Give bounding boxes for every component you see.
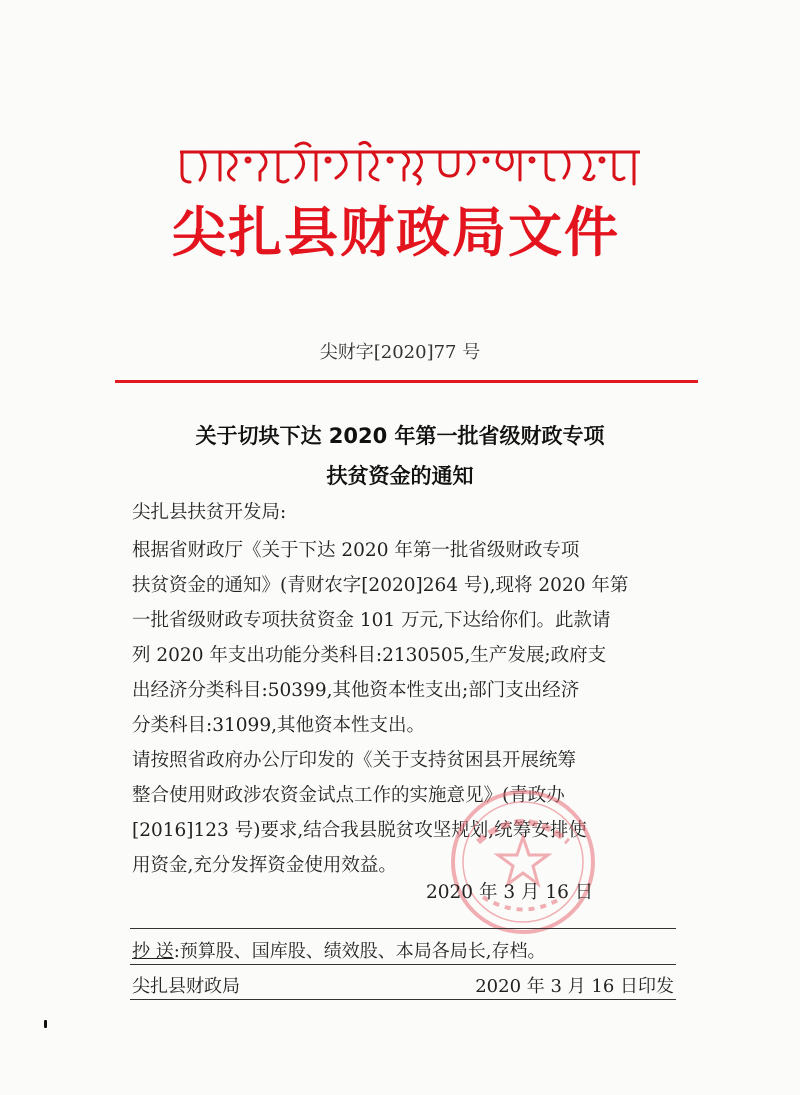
body-line: 根据省财政厅《关于下达 2020 年第一批省级财政专项 (132, 540, 580, 561)
body-line: [2016]123 号)要求,结合我县脱贫攻坚规划,统筹安排使 (132, 820, 587, 841)
red-divider (115, 380, 698, 383)
body-line: 扶贫资金的通知》(青财农字[2020]264 号),现将 2020 年第 (132, 575, 629, 596)
addressee: 尖扎县扶贫开发局: (132, 502, 287, 523)
body-line: 用资金,充分发挥资金使用效益。 (132, 855, 397, 876)
notice-date: 2020 年 3 月 16 日 (426, 882, 594, 903)
tibetan-title-script (150, 140, 670, 190)
scan-speck (44, 1020, 47, 1028)
issuing-office-header: 尖扎县财政局文件 (172, 201, 620, 264)
footer-rule-top (130, 928, 676, 929)
body-line: 一批省级财政专项扶贫资金 101 万元,下达给你们。此款请 (132, 610, 611, 631)
official-seal-stamp (448, 787, 598, 937)
issuer-name: 尖扎县财政局 (132, 976, 240, 997)
body-line: 分类科目:31099,其他资本性支出。 (132, 715, 425, 736)
body-line: 出经济分类科目:50399,其他资本性支出;部门支出经济 (132, 680, 580, 701)
cc-recipients: :预算股、国库股、绩效股、本局各局长,存档。 (173, 941, 546, 962)
notice-title-line-1: 关于切块下达 2020 年第一批省级财政专项 (195, 424, 605, 448)
footer-rule-bottom (130, 999, 676, 1000)
document-number: 尖财字[2020]77 号 (319, 342, 481, 363)
body-line: 整合使用财政涉农资金试点工作的实施意见》(青政办 (132, 785, 565, 806)
issue-date: 2020 年 3 月 16 日印发 (475, 976, 674, 997)
footer-rule-middle (130, 964, 676, 965)
body-line: 请按照省政府办公厅印发的《关于支持贫困县开展统筹 (132, 750, 577, 771)
body-line: 列 2020 年支出功能分类科目:2130505,生产发展;政府支 (132, 645, 607, 666)
cc-distribution-line (132, 937, 546, 963)
notice-title-line-2: 扶贫资金的通知 (326, 464, 474, 488)
cc-label: 抄 送 (132, 941, 174, 962)
